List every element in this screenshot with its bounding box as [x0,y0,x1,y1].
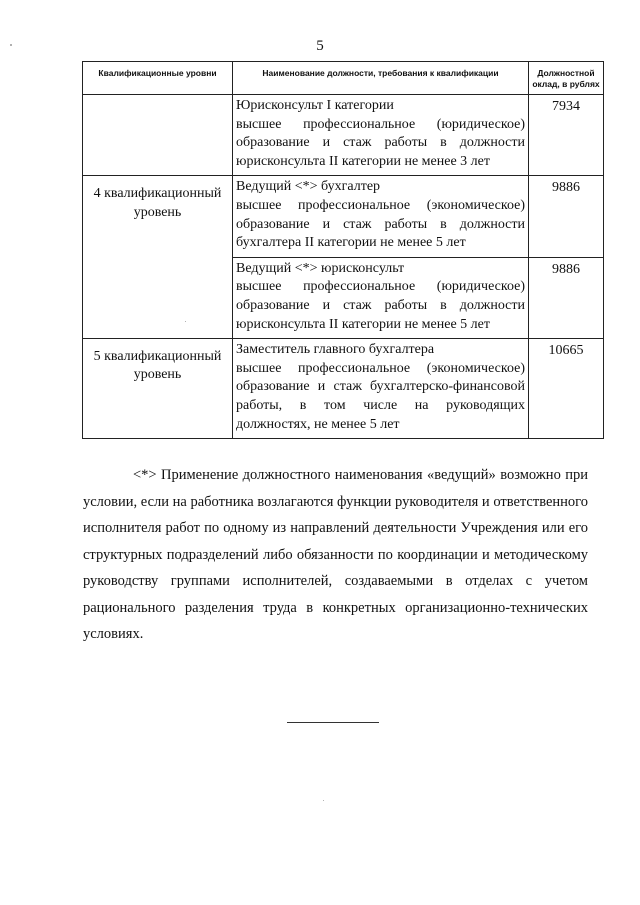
page-number: 5 [316,38,324,54]
header-qualification-levels: Квалификационные уровни [83,62,233,95]
position-requirement: высшее профессиональное (юридическое) образование и стаж работы в должности юрисконсульта II категории не менее 5 лет [236,279,525,332]
qualification-level-cell [83,95,233,176]
scan-speck [10,44,12,46]
position-title: Заместитель главного бухгалтера [236,342,435,358]
position-cell [233,95,529,176]
qualification-table [82,61,604,439]
header-position-requirements: Наименование должности, требования к квалификации [233,62,529,95]
table-row [83,176,604,257]
footnote: <*> Применение должностного наименования «ведущий» возможно при условии, если на работника возлагаются функции руководителя и ответственного исполнителя работ по одному из направлений деятельности Учреждения или его структурных подразделений либо обязанности по координации и методическому руководству группами исполнителей, создаваемыми в отделах с учетом рационального разделения труда в конкретных организационно-технических условиях. [83,467,588,642]
position-title: Ведущий <*> юрисконсульт [236,260,405,276]
position-title: Ведущий <*> бухгалтер [236,179,381,195]
position-cell [233,176,529,257]
salary-cell: 10665 [529,339,604,439]
scan-speck [185,321,186,322]
table-row [83,339,604,439]
qualification-level-cell: 5 квалификационный уровень [83,339,233,439]
position-title: Юрисконсульт I категории [236,98,394,114]
position-cell [233,339,529,439]
qualification-level-cell: 4 квалификационный уровень [83,176,233,339]
separator-line [287,722,379,723]
header-salary: Должностной оклад, в рублях [529,62,604,95]
table-header-row [83,62,604,95]
salary-cell: 9886 [529,257,604,338]
position-cell [233,257,529,338]
scan-speck [323,800,324,801]
table-row [83,95,604,176]
salary-cell: 7934 [529,95,604,176]
position-requirement: высшее профессиональное (экономическое) образование и стаж бухгалтерско-финансовой работы, в том числе на руководящих должностях, не менее 5 лет [236,360,525,432]
position-requirement: высшее профессиональное (экономическое) образование и стаж работы в должности бухгалтера II категории не менее 5 лет [236,198,525,251]
salary-cell: 9886 [529,176,604,257]
position-requirement: высшее профессиональное (юридическое) образование и стаж работы в должности юрисконсульта II категории не менее 3 лет [236,116,525,169]
